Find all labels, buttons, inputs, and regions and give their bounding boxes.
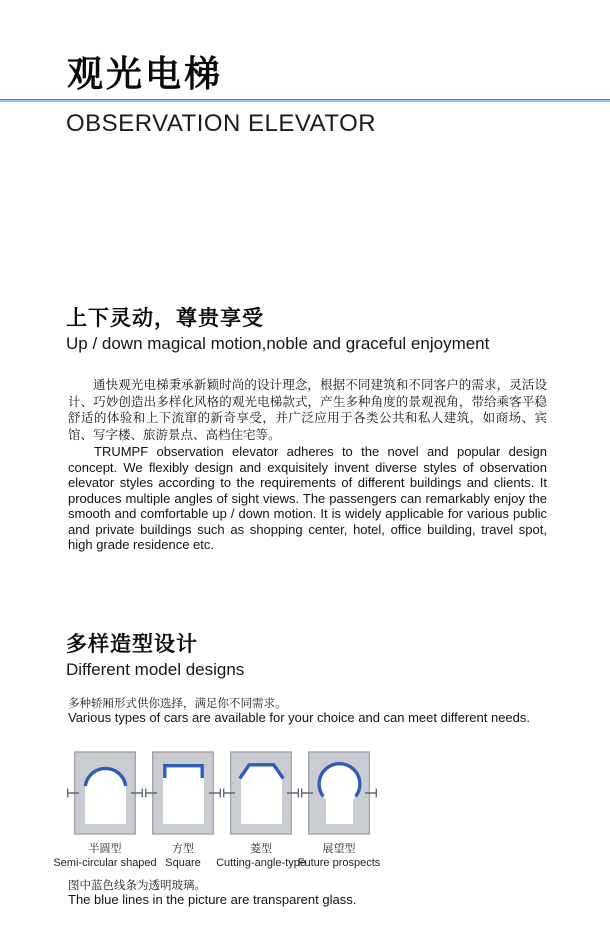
future-prospects-shape-icon	[300, 751, 378, 837]
model-label-en: Cutting-angle-type	[216, 857, 306, 869]
model-card-cutting-angle	[216, 751, 306, 869]
model-label-en: Future prospects	[297, 857, 381, 869]
model-card-square	[144, 751, 222, 869]
divider-rule	[0, 99, 610, 102]
model-label-en: Semi-circular shaped	[53, 857, 157, 869]
glass-note-en: The blue lines in the picture are transparent glass.	[68, 892, 357, 907]
models-heading-zh: 多样造型设计	[66, 633, 198, 656]
model-card-semi-circular	[53, 751, 157, 869]
square-shape-icon	[144, 751, 222, 837]
glass-note-zh: 图中蓝色线条为透明玻璃。	[68, 880, 206, 892]
model-label-en: Square	[165, 857, 201, 869]
motion-heading-en: Up / down magical motion,noble and graceful enjoyment	[66, 334, 490, 353]
models-intro-en: Various types of cars are available for your choice and can meet different needs.	[68, 710, 531, 725]
model-label-zh: 展望型	[322, 843, 356, 855]
models-intro-zh: 多种轿厢形式供你选择，满足你不同需求。	[68, 698, 287, 710]
motion-heading-zh: 上下灵动，尊贵享受	[66, 307, 264, 330]
models-heading-en: Different model designs	[66, 660, 245, 679]
semi-circular-shape-icon	[66, 751, 144, 837]
model-label-zh: 半圆型	[88, 843, 122, 855]
model-card-future	[297, 751, 381, 869]
page-title-zh: 观光电梯	[67, 53, 224, 94]
model-label-zh: 菱型	[250, 843, 272, 855]
model-label-zh: 方型	[172, 843, 194, 855]
cutting-angle-shape-icon	[222, 751, 300, 837]
model-diagram-row	[53, 751, 381, 869]
motion-paragraph-en: TRUMPF observation elevator adheres to the novel and popular design concept. We flexibly design and exquisitely invent diverse styles of observation elevator styles according to the requirements of different buildings and clients. It produces multiple angles of sight views. The passengers can remarkably enjoy the smooth and comfortable up / down motion. It is widely applicable for various public and private buildings such as shopping center, hotel, office building, travel spot, high grade residence etc.	[68, 444, 547, 552]
motion-paragraph-zh: 通快观光电梯秉承新颖时尚的设计理念，根据不同建筑和不同客户的需求，灵活设计、巧妙创造出多样化风格的观光电梯款式，产生多种角度的景观视角，带给乘客平稳舒适的体验和上下流窜的新奇享受，并广泛应用于各类公共和私人建筑，如商场、宾馆、写字楼、旅游景点、高档住宅等。	[68, 378, 547, 442]
page-title-en: OBSERVATION ELEVATOR	[66, 110, 377, 137]
